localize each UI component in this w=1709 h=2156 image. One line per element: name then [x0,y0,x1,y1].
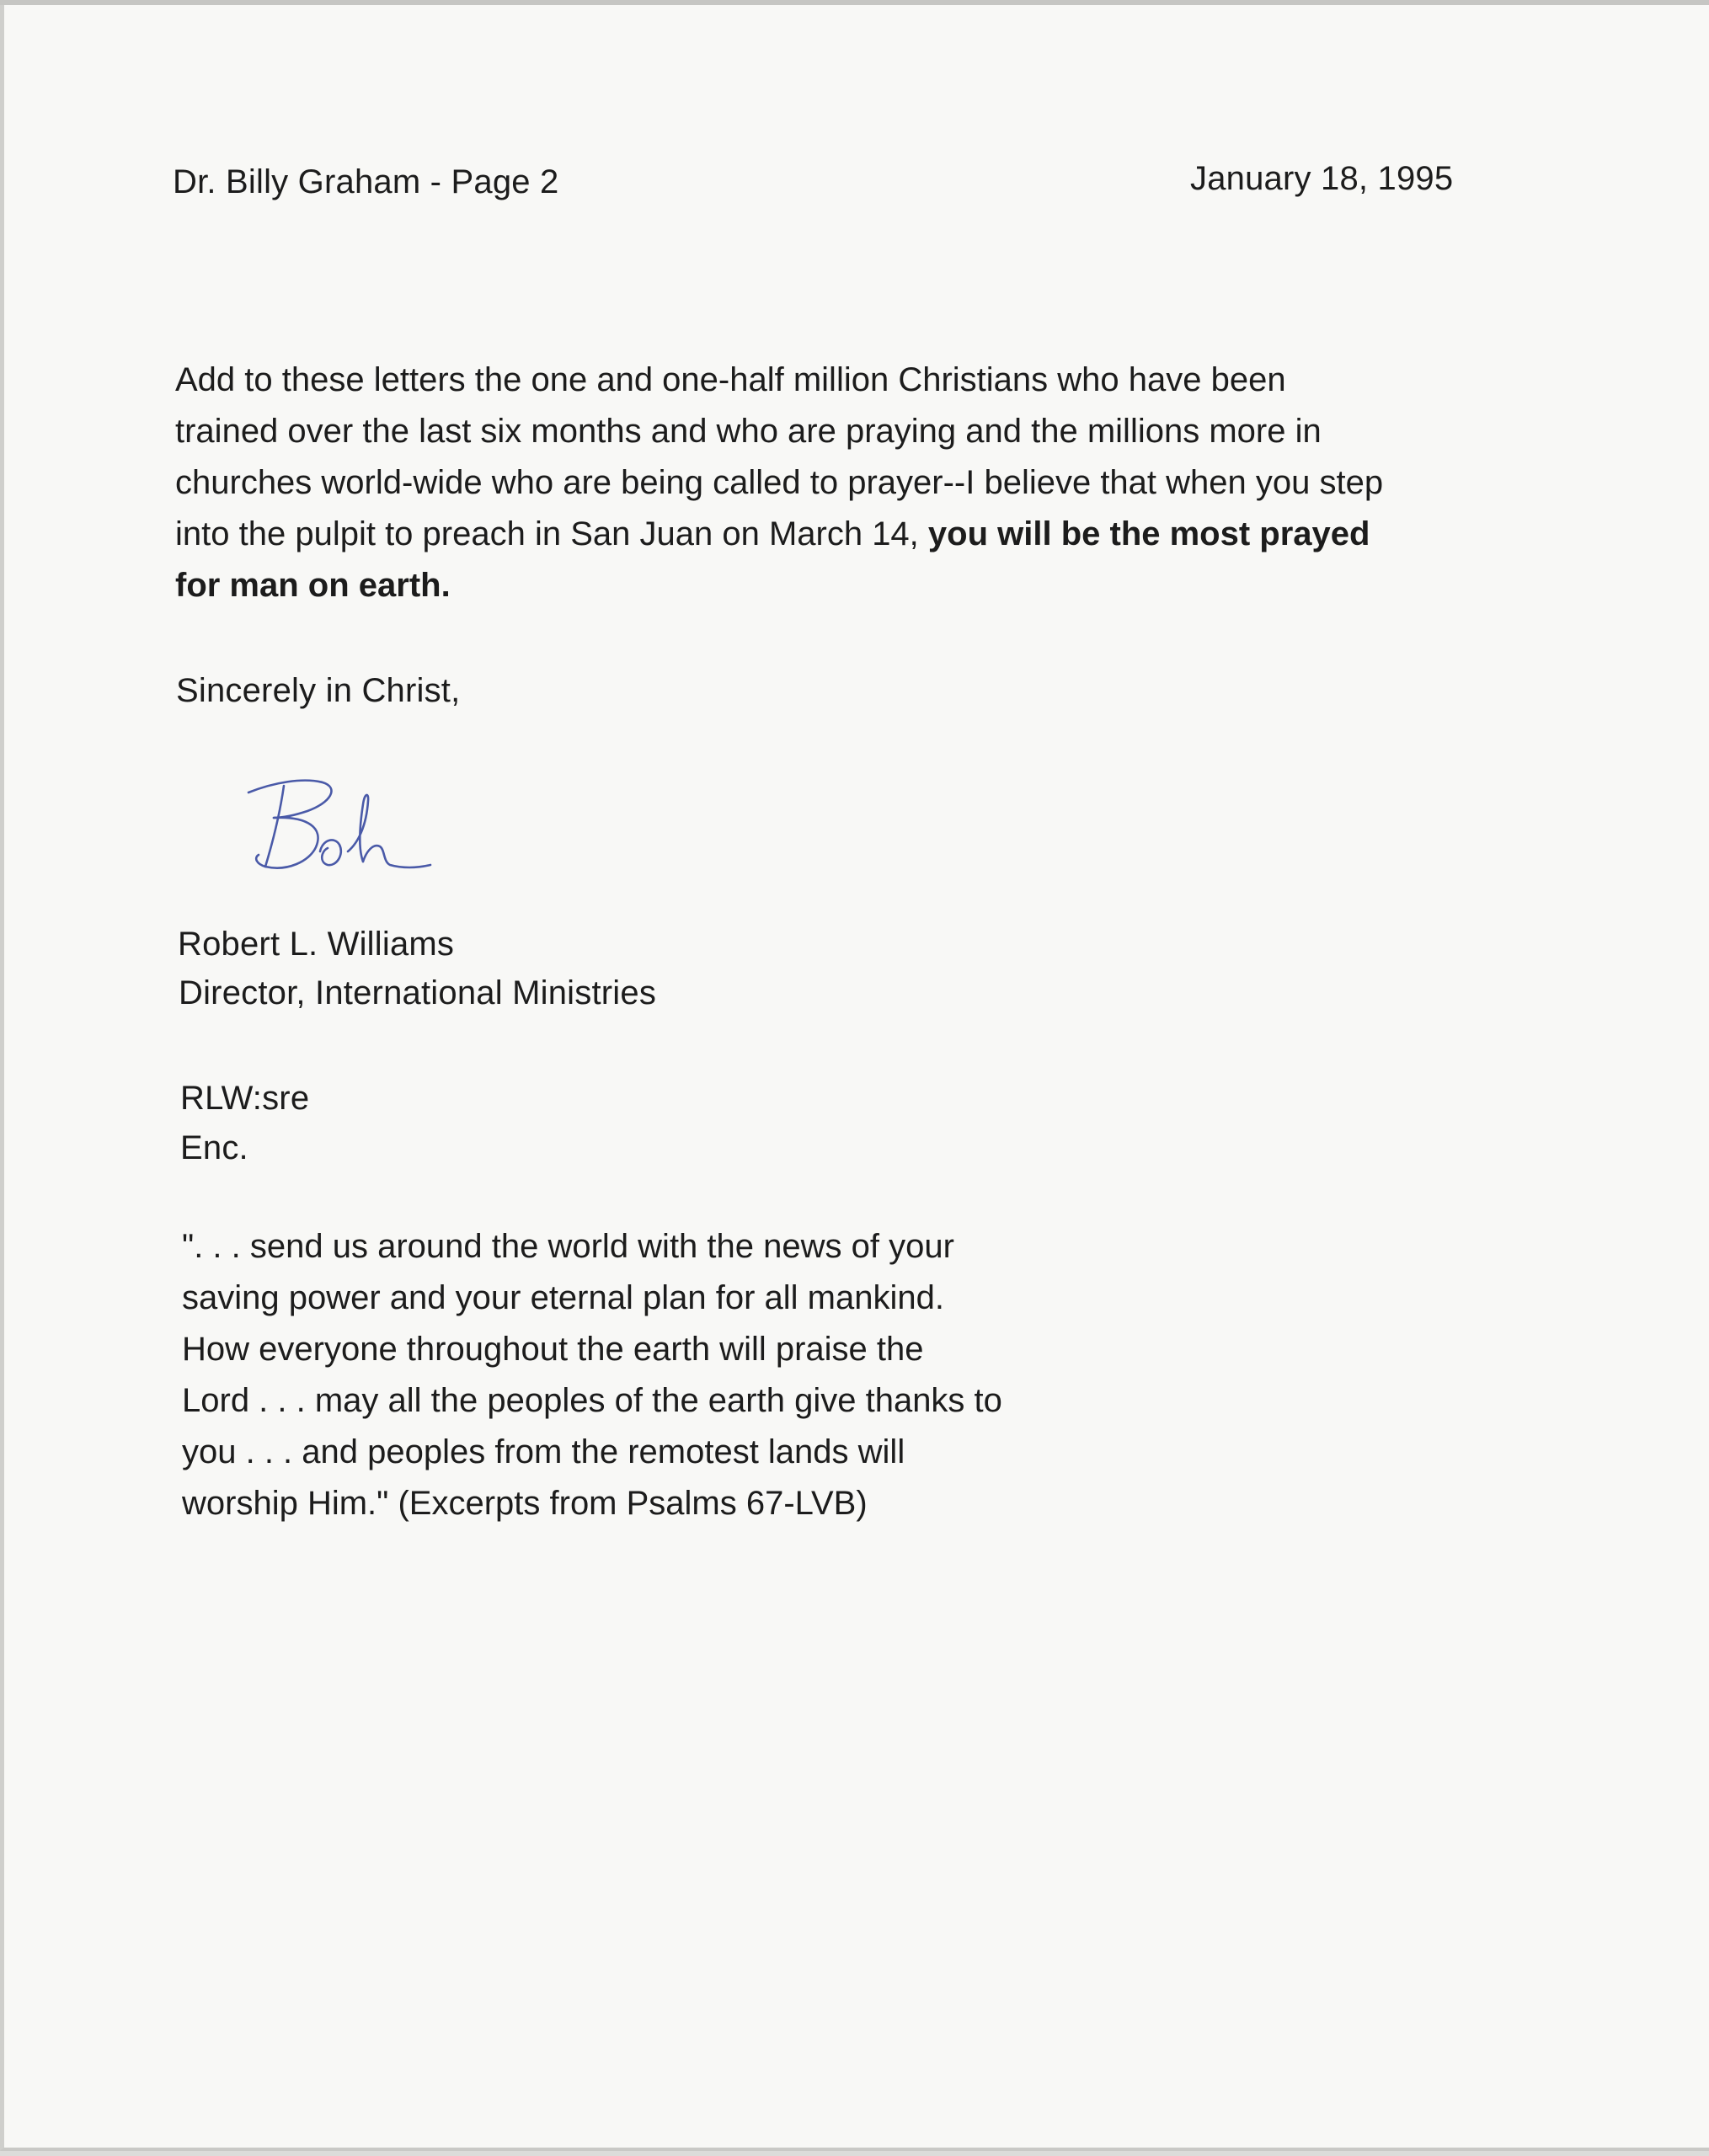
page-header-date: January 18, 1995 [1190,160,1454,197]
body-line: Add to these letters the one and one-half million Christians who have been [175,361,1286,398]
closing-salutation: Sincerely in Christ, [176,672,461,709]
body-line: churches world-wide who are being called to prayer--I believe that when you step [175,464,1384,501]
body-line: trained over the last six months and who are praying and the millions more in [175,413,1322,450]
body-line-text: into the pulpit to preach in San Juan on March 14, [175,515,928,552]
scripture-quote [182,1221,1002,1529]
quote-line: Lord . . . may all the peoples of the earth give thanks to [182,1382,1002,1419]
signer-name: Robert L. Williams [178,926,455,963]
body-line [175,509,1489,560]
quote-line: you . . . and peoples from the remotest lands will [182,1433,905,1470]
handwritten-signature [240,767,434,894]
emphasis-text: you will be the most prayed [927,515,1370,552]
enclosure-note: Enc. [180,1129,248,1166]
reference-initials: RLW:sre [180,1080,310,1117]
letter-page [0,5,1709,2151]
signer-title: Director, International Ministries [179,974,657,1011]
body-paragraph [175,355,1489,611]
quote-line: saving power and your eternal plan for all mankind. [182,1279,944,1316]
quote-line: worship Him." (Excerpts from Psalms 67-LVB) [182,1485,868,1522]
page-header-recipient: Dr. Billy Graham - Page 2 [173,163,559,200]
emphasis-text: for man on earth. [175,567,451,604]
quote-line: How everyone throughout the earth will praise the [182,1331,924,1368]
quote-line: ". . . send us around the world with the news of your [182,1228,954,1265]
